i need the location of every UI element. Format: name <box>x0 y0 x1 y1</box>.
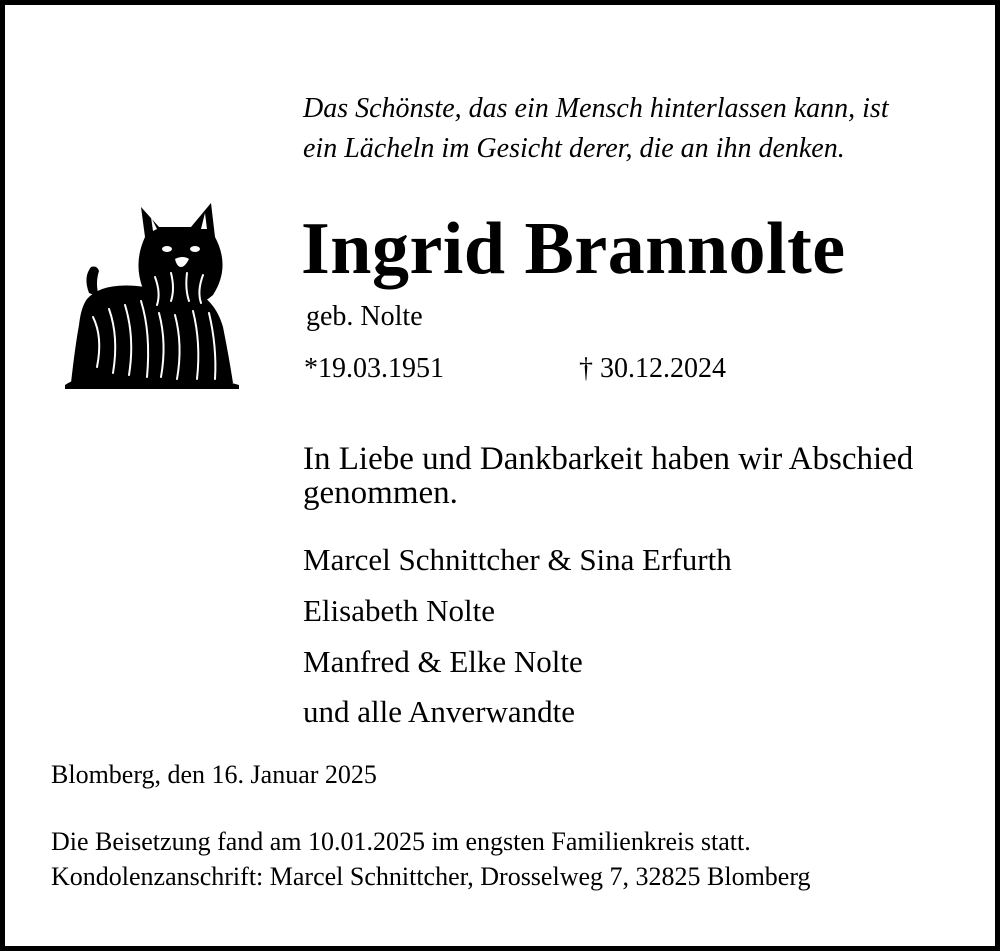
quote-line-2: ein Lächeln im Gesicht derer, die an ihn denken. <box>303 133 845 164</box>
mourner-line: Manfred & Elke Nolte <box>303 644 583 679</box>
terrier-dog-icon <box>63 197 243 393</box>
death-date: † 30.12.2024 <box>579 353 726 384</box>
condolence-address: Kondolenzanschrift: Marcel Schnittcher, Drosselweg 7, 32825 Blomberg <box>51 862 811 891</box>
burial-info: Die Beisetzung fand am 10.01.2025 im engsten Familienkreis statt. <box>51 827 751 856</box>
deceased-name: Ingrid Brannolte <box>301 208 846 290</box>
memorial-quote <box>303 89 963 169</box>
place-date: Blomberg, den 16. Januar 2025 <box>51 760 377 789</box>
mourner-line: Elisabeth Nolte <box>303 593 495 628</box>
quote-line-1: Das Schönste, das ein Mensch hinterlassen kann, ist <box>303 93 889 124</box>
mourner-line: Marcel Schnittcher & Sina Erfurth <box>303 542 732 577</box>
birth-date: *19.03.1951 <box>304 353 444 384</box>
birth-name: geb. Nolte <box>306 301 423 332</box>
farewell-text: In Liebe und Dankbarkeit haben wir Abschied genommen. <box>303 441 914 511</box>
mourner-line: und alle Anverwandte <box>303 694 576 729</box>
